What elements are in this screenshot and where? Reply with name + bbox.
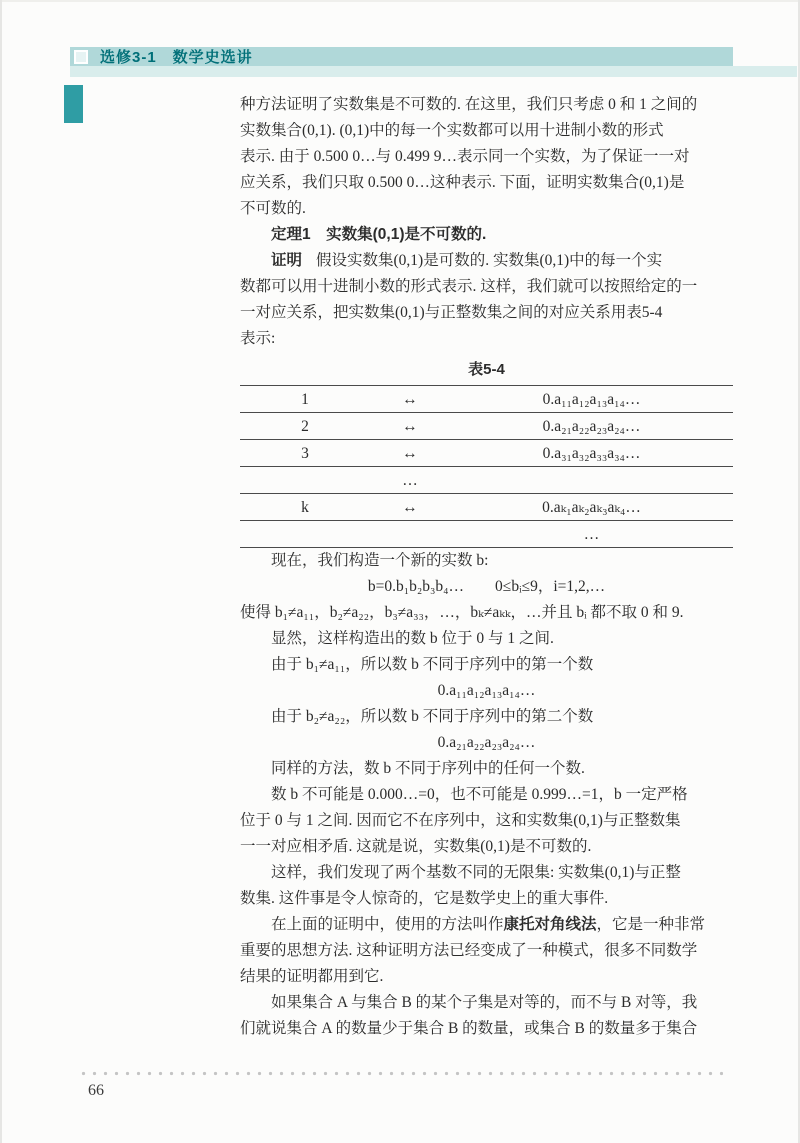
margin-decoration-block <box>64 85 83 123</box>
table-row <box>240 494 733 521</box>
table-cell-arrow: ↔ <box>402 418 418 435</box>
table-caption: 表5-4 <box>468 361 505 378</box>
correspondence-table <box>240 385 733 548</box>
text-line: 使得 b₁≠a₁₁，b₂≠a₂₂，b₃≠a₃₃，…，bₖ≠aₖₖ，…并且 bᵢ 都不取 0 和 9. <box>240 604 684 621</box>
table-cell-value: 0.a₂₁a₂₂a₂₃a₂₄… <box>542 418 641 435</box>
text-line: 现在，我们构造一个新的实数 b: <box>271 552 489 569</box>
table-cell-value: 0.a₁₁a₁₂a₁₃a₁₄… <box>542 391 641 408</box>
table-cell-value: 0.a₃₁a₃₂a₃₃a₃₄… <box>542 445 641 462</box>
text-line-with-emphasis <box>240 912 733 938</box>
table-cell-value: … <box>583 526 600 543</box>
chapter-header-subband <box>70 66 797 77</box>
chapter-header-band <box>70 47 733 66</box>
body-text-column <box>240 92 733 1042</box>
text-line: 数集. 这件事是令人惊奇的，它是数学史上的重大事件. <box>240 890 609 907</box>
table-cell-index <box>240 467 370 493</box>
text-line: 一对应关系，把实数集(0,1)与正整数集之间的对应关系用表5-4 <box>240 304 663 321</box>
text-line: 们就说集合 A 的数量少于集合 B 的数量，或集合 B 的数量多于集合 <box>240 1020 698 1037</box>
text-line: 数都可以用十进制小数的形式表示. 这样，我们就可以按照给定的一 <box>240 278 698 295</box>
page-number: 66 <box>88 1082 104 1099</box>
table-cell-value: 0.aₖ₁aₖ₂aₖ₃aₖ₄… <box>542 499 641 516</box>
text-line: 种方法证明了实数集是不可数的. 在这里，我们只考虑 0 和 1 之间的 <box>240 96 698 113</box>
text-line: 如果集合 A 与集合 B 的某个子集是对等的，而不与 B 对等，我 <box>271 994 698 1011</box>
chapter-header-title: 选修3-1 数学史选讲 <box>100 49 253 66</box>
proof-label: 证明 <box>271 252 303 269</box>
table-cell-index: k <box>301 499 309 516</box>
text-line: 显然，这样构造出的数 b 位于 0 与 1 之间. <box>271 630 554 647</box>
text-line: 由于 b₁≠a₁₁，所以数 b 不同于序列中的第一个数 <box>271 656 594 673</box>
table-row <box>240 413 733 440</box>
text-line: 数 b 不可能是 0.000…=0，也不可能是 0.999…=1，b 一定严格 <box>271 786 688 803</box>
section-square-icon <box>74 50 88 64</box>
text-line: 由于 b₂≠a₂₂，所以数 b 不同于序列中的第二个数 <box>271 708 594 725</box>
table-cell-arrow: ↔ <box>402 445 418 462</box>
text-line: 一一对应相矛盾. 这就是说，实数集(0,1)是不可数的. <box>240 838 592 855</box>
equation-line: 0.a₂₁a₂₂a₂₃a₂₄… <box>437 734 536 751</box>
table-cell-arrow <box>370 521 450 547</box>
table-row <box>240 440 733 467</box>
text-line: 重要的思想方法. 这种证明方法已经变成了一种模式，很多不同数学 <box>240 942 698 959</box>
footer-dotted-divider <box>78 1071 723 1076</box>
emphasis-cantor-diagonal: 康托对角线法 <box>503 916 597 933</box>
table-row <box>240 467 733 494</box>
table-cell-arrow: ↔ <box>402 499 418 516</box>
proof-text: 假设实数集(0,1)是可数的. 实数集(0,1)中的每一个实 <box>316 252 663 269</box>
text-line: 同样的方法，数 b 不同于序列中的任何一个数. <box>271 760 585 777</box>
text-line: 实数集合(0,1). (0,1)中的每一个实数都可以用十进制小数的形式 <box>240 122 664 139</box>
text-line: 应关系，我们只取 0.500 0…这种表示. 下面，证明实数集合(0,1)是 <box>240 174 685 191</box>
table-cell-value <box>450 467 733 493</box>
table-row <box>240 386 733 413</box>
text-segment: 在上面的证明中，使用的方法叫作 <box>271 916 504 933</box>
proof-first-line <box>240 248 733 274</box>
theorem-line: 定理1 实数集(0,1)是不可数的. <box>271 226 487 243</box>
table-cell-index: 1 <box>301 391 309 408</box>
table-cell-index <box>240 521 370 547</box>
text-line: 表示: <box>240 330 276 347</box>
table-cell-arrow: … <box>402 472 418 489</box>
table-cell-index: 2 <box>301 418 309 435</box>
text-segment: ，它是一种非常 <box>596 916 706 933</box>
table-row <box>240 521 733 548</box>
text-line: 这样，我们发现了两个基数不同的无限集: 实数集(0,1)与正整 <box>271 864 681 881</box>
equation-line: 0.a₁₁a₁₂a₁₃a₁₄… <box>437 682 536 699</box>
text-line: 不可数的. <box>240 200 306 217</box>
text-line: 表示. 由于 0.500 0…与 0.499 9…表示同一个实数，为了保证一一对 <box>240 148 690 165</box>
equation-line: b=0.b₁b₂b₃b₄… 0≤bᵢ≤9，i=1,2,… <box>367 578 606 595</box>
table-cell-index: 3 <box>301 445 309 462</box>
text-line: 结果的证明都用到它. <box>240 968 384 985</box>
table-cell-arrow: ↔ <box>402 391 418 408</box>
text-line: 位于 0 与 1 之间. 因而它不在序列中，这和实数集(0,1)与正整数集 <box>240 812 681 829</box>
